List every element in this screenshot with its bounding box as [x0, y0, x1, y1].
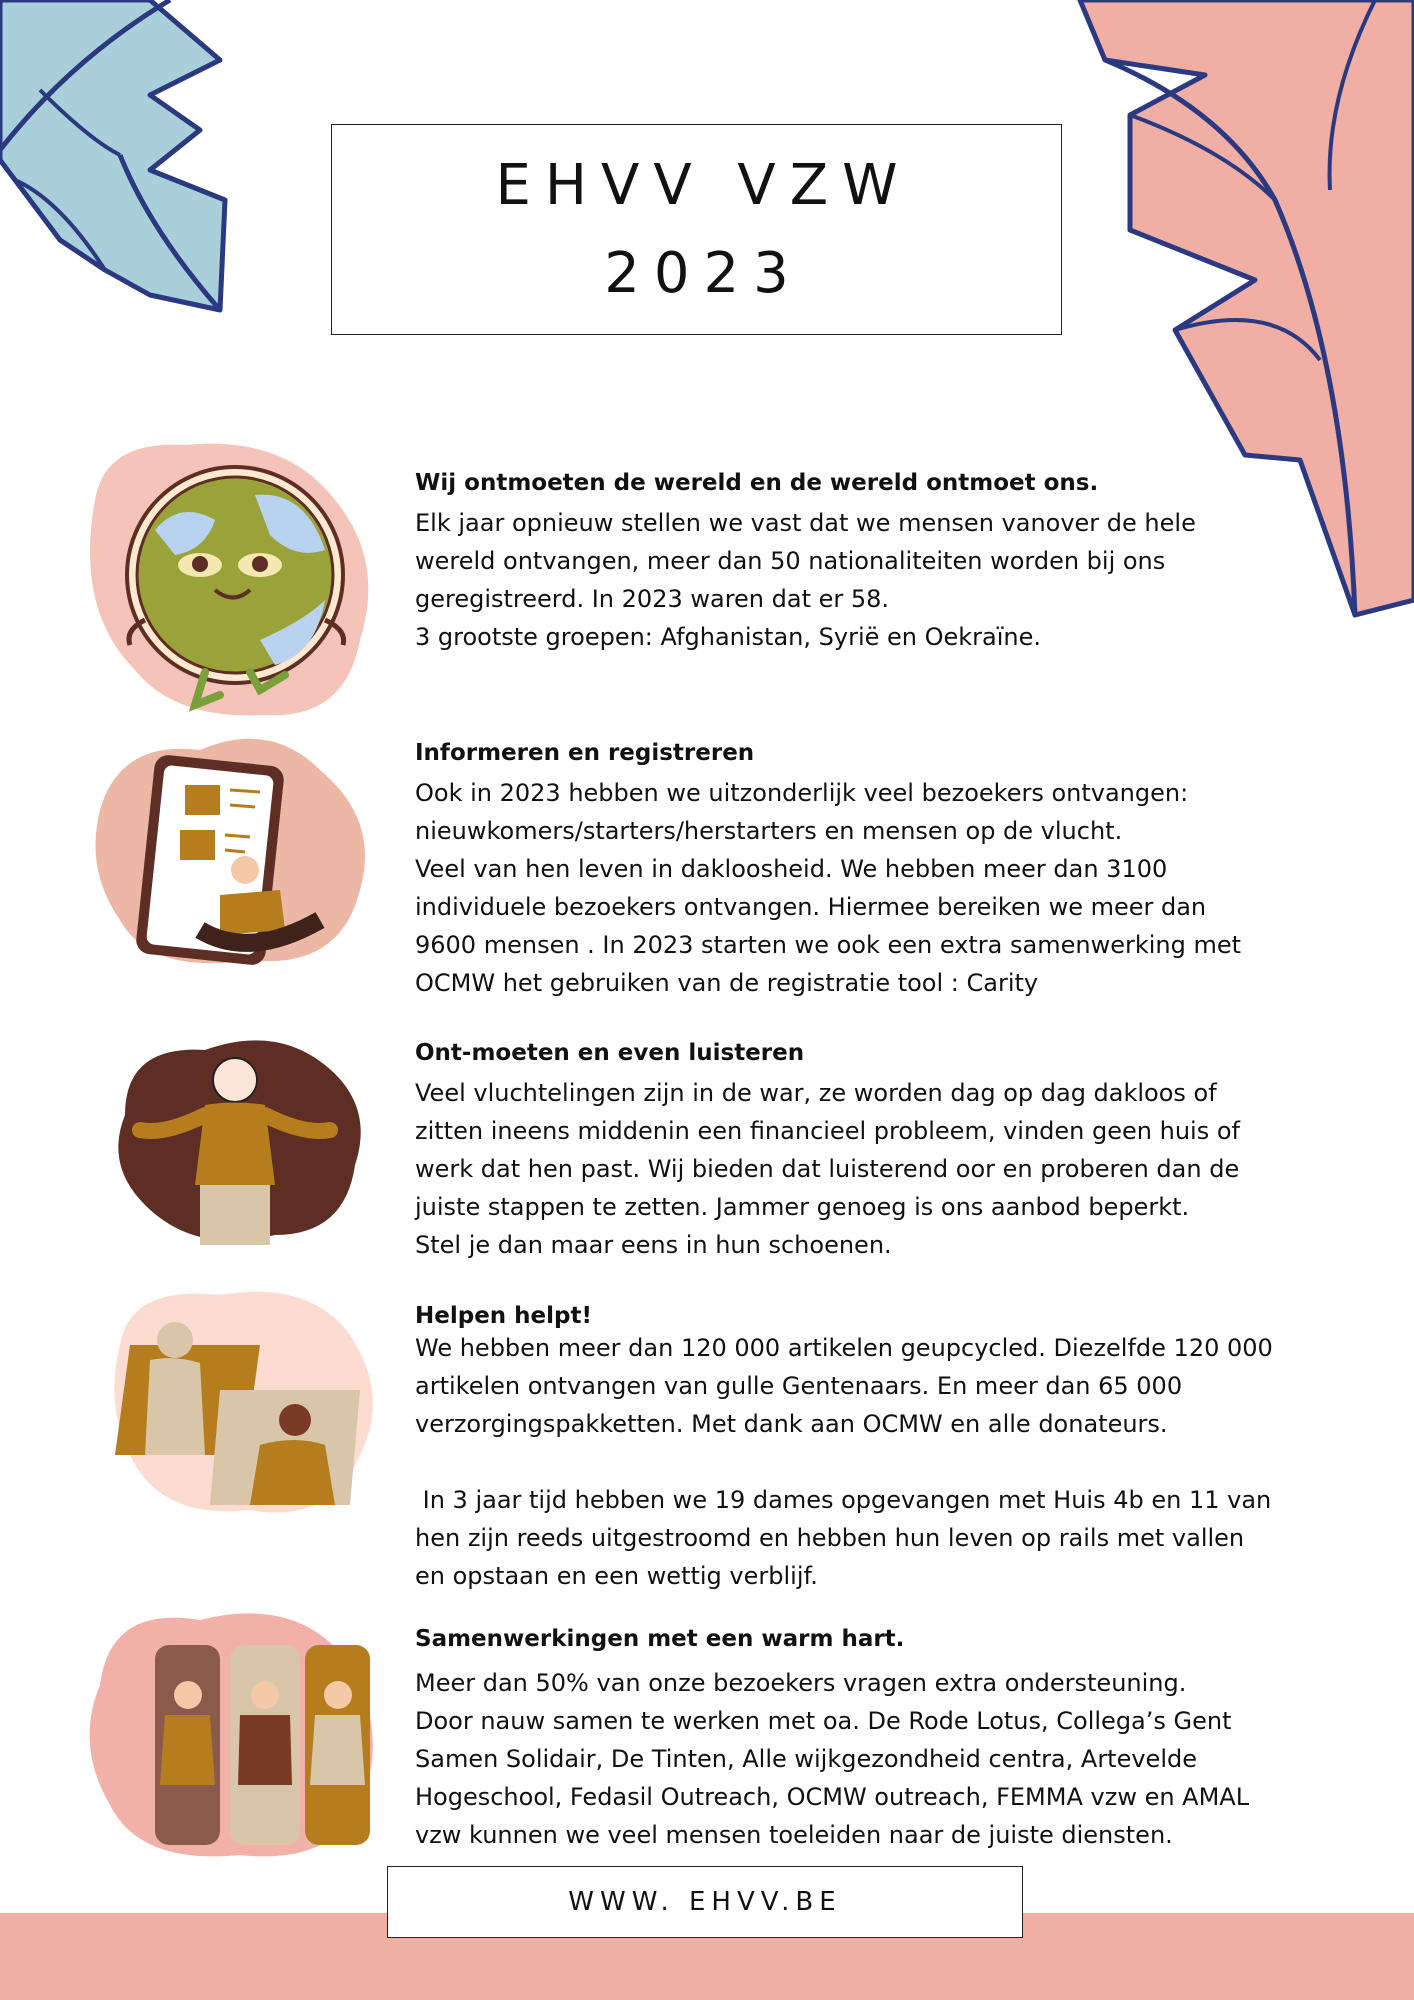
section-heading: Ont-moeten en even luisteren — [415, 1040, 805, 1066]
text-line: We hebben meer dan 120 000 artikelen geupcycled. Diezelfde 120 000 — [415, 1334, 1273, 1362]
text-line: 9600 mensen . In 2023 starten we ook een extra samenwerking met — [415, 931, 1242, 959]
text-line: Stel je dan maar eens in hun schoenen. — [415, 1231, 892, 1259]
text-line: Meer dan 50% van onze bezoekers vragen extra ondersteuning. — [415, 1669, 1187, 1697]
section-paragraph — [415, 1074, 1315, 1264]
text-line: wereld ontvangen, meer dan 50 nationaliteiten worden bij ons — [415, 547, 1166, 575]
text-line: OCMW het gebruiken van de registratie tool : Carity — [415, 969, 1039, 997]
text-line: juiste stappen te zetten. Jammer genoeg is ons aanbod beperkt. — [415, 1193, 1190, 1221]
text-line: Samen Solidair, De Tinten, Alle wijkgezondheid centra, Artevelde — [415, 1745, 1197, 1773]
text-line: en opstaan en een wettig verblijf. — [415, 1562, 818, 1590]
phone-shopping-illustration — [90, 730, 375, 980]
section-paragraph — [415, 1329, 1315, 1595]
text-line: geregistreerd. In 2023 waren dat er 58. — [415, 585, 890, 613]
text-line: nieuwkomers/starters/herstarters en mensen op de vlucht. — [415, 817, 1123, 845]
section-heading: Samenwerkingen met een warm hart. — [415, 1626, 905, 1652]
section-world — [415, 470, 1315, 656]
text-line: In 3 jaar tijd hebben we 19 dames opgevangen met Huis 4b en 11 van — [415, 1486, 1272, 1514]
cooperation-people-illustration — [80, 1605, 380, 1870]
text-line: 3 grootste groepen: Afghanistan, Syrië en Oekraïne. — [415, 623, 1042, 651]
text-line: zitten ineens middenin een financieel probleem, vinden geen huis of — [415, 1117, 1240, 1145]
section-paragraph — [415, 504, 1315, 656]
title-box — [331, 124, 1062, 335]
text-line: Elk jaar opnieuw stellen we vast dat we mensen vanover de hele — [415, 509, 1196, 537]
text-line: werk dat hen past. Wij bieden dat luisterend oor en proberen dan de — [415, 1155, 1240, 1183]
text-line: Hogeschool, Fedasil Outreach, OCMW outreach, FEMMA vzw en AMAL — [415, 1783, 1250, 1811]
text-line: Veel vluchtelingen zijn in de war, ze worden dag op dag dakloos of — [415, 1079, 1217, 1107]
section-helping — [415, 1303, 1315, 1595]
section-paragraph — [415, 1664, 1315, 1854]
listening-person-illustration — [105, 1035, 365, 1250]
globe-illustration — [85, 440, 375, 720]
website-link[interactable]: WWW. EHVV.BE — [387, 1866, 1023, 1938]
section-informing — [415, 740, 1315, 1002]
helping-people-illustration — [110, 1285, 375, 1520]
title-organization: EHVV VZW — [495, 152, 912, 218]
section-heading: Informeren en registreren — [415, 740, 755, 766]
text-line: individuele bezoekers ontvangen. Hiermee bereiken we meer dan — [415, 893, 1207, 921]
section-heading: Helpen helpt! — [415, 1303, 592, 1329]
text-line: hen zijn reeds uitgestroomd en hebben hun leven op rails met vallen — [415, 1524, 1245, 1552]
text-line: Door nauw samen te werken met oa. De Rode Lotus, Collega’s Gent — [415, 1707, 1232, 1735]
text-line: Veel van hen leven in dakloosheid. We hebben meer dan 3100 — [415, 855, 1168, 883]
text-line: verzorgingspakketten. Met dank aan OCMW en alle donateurs. — [415, 1410, 1168, 1438]
text-line: Ook in 2023 hebben we uitzonderlijk veel bezoekers ontvangen: — [415, 779, 1189, 807]
section-listening — [415, 1040, 1315, 1264]
blue-leaf-decoration — [0, 0, 240, 330]
text-line: vzw kunnen we veel mensen toeleiden naar de juiste diensten. — [415, 1821, 1173, 1849]
text-line: artikelen ontvangen van gulle Gentenaars. En meer dan 65 000 — [415, 1372, 1183, 1400]
section-paragraph — [415, 774, 1315, 1002]
title-year: 2023 — [604, 240, 803, 306]
section-heading: Wij ontmoeten de wereld en de wereld ontmoet ons. — [415, 470, 1099, 496]
section-cooperation — [415, 1626, 1315, 1854]
